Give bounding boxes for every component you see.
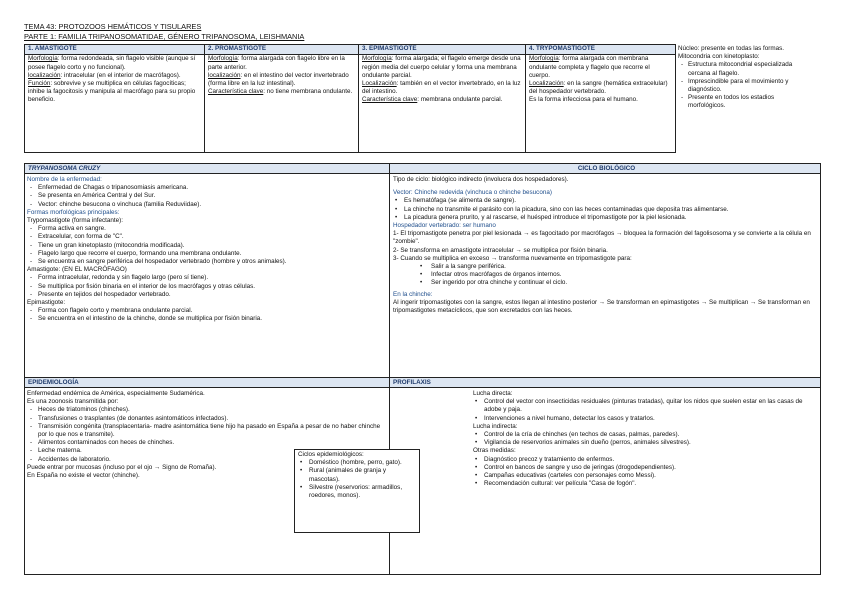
epimastigote-loc-label: Localización <box>362 80 397 88</box>
epimastigote-car-text: : membrana ondulante parcial. <box>417 96 503 104</box>
step3-item: • Infectar otros macrófagos de órganos internos. <box>393 271 817 279</box>
cruzy-header: TRYPANOSOMA CRUZY <box>25 164 389 173</box>
promastigote-cell <box>205 55 359 153</box>
vector-item: • Es hematófaga (se alimenta de sangre). <box>393 197 817 205</box>
otras-item: • Campañas educativas (carteles con personajes como Messi). <box>473 472 815 480</box>
amastigote-header: 1. AMASTIGOTE <box>25 45 205 55</box>
epimastigote-header: 3. EPIMASTIGOTE <box>359 45 526 55</box>
epidemio-item: - Alimentos contaminados con heces de chinches. <box>27 439 272 447</box>
cruzy-section <box>27 176 387 324</box>
divider-header2 <box>24 387 821 388</box>
page-title: TEMA 43: PROTOZOOS HEMÁTICOS Y TISULARES <box>24 22 202 31</box>
promastigote-morf-text: : forma alargada con flagelo libre en la parte anterior. <box>208 55 345 71</box>
epidemio-mucosas: Puede entrar por mucosas (incluso por el ojo → Signo de Romaña). <box>27 463 217 471</box>
promastigote-car-text: : no tiene membrana ondulante. <box>263 88 353 96</box>
nucleo-item: - Imprescindible para el movimiento y diagnóstico. <box>678 78 800 94</box>
step3-item: • Ser ingerido por otra chinche y continuar el ciclo. <box>393 279 817 287</box>
directa-item: • Intervenciones a nivel humano, detectar los casos y tratarlos. <box>473 415 815 423</box>
nucleo-item: - Estructura mitocondrial especializada cercana al flagelo. <box>678 61 800 77</box>
nucleo-line1: Núcleo: presente en todas las formas. <box>678 45 785 52</box>
promastigote-header: 2. PROMASTIGOTE <box>205 45 359 55</box>
profilaxis-header: PROFILAXIS <box>390 378 820 387</box>
trypo-title: Trypomastigote (forma infectante): <box>27 217 124 225</box>
amastigote-fun-text: : sobrevive y se multiplica en células fagocíticas; inhibe la fagocitosis y manipula al macrófago para su propio beneficio. <box>28 80 196 104</box>
epidemio-line2: Es una zoonosis transmitida por: <box>27 398 119 406</box>
promastigote-loc-text: : en el intestino del vector invertebrado (forma libre en la luz intestinal). <box>208 71 349 88</box>
ciclos-box <box>294 449 420 533</box>
indirecta-item: • Vigilancia de reservorios animales sin dueño (perros, animales silvestres). <box>473 439 815 447</box>
epidemio-item: - Transfusiones o trasplantes (de donantes asintomáticos infectados). <box>27 415 387 423</box>
enf-title: Nombre de la enfermedad: <box>27 176 102 183</box>
trypo-item: - Extracelular, con forma de "C". <box>27 233 387 241</box>
epidemio-line1: Enfermedad endémica de América, especialmente Sudamérica. <box>27 390 205 397</box>
chinche-text: Al ingerir tripomastigotes con la sangre, estos llegan al intestino posterior → Se transforman en epimastigotes → Se multiplican → Se transforman en tripomastigotes metacíclicos, que son excretados con las heces. <box>393 298 810 315</box>
ciclo-section <box>393 176 817 315</box>
epi-item: - Se encuentra en el intestino de la chinche, donde se multiplica por fisión binaria. <box>27 315 387 323</box>
epimastigote-cell <box>359 55 526 153</box>
trypomastigote-morf-text: : forma alargada con membrana ondulante completa y flagelo que recorre el cuerpo. <box>529 55 650 79</box>
ciclo-tipo: Tipo de ciclo: biológico indirecto (involucra dos hospedadores). <box>393 176 569 183</box>
amastigote-loc-label: localización <box>28 71 61 79</box>
nucleo-line2: Mitocondria con kinetoplasto: <box>678 53 760 61</box>
vector-title: Vector: Chinche redevida (vinchuca o chinche besucona) <box>393 189 552 197</box>
ciclos-item: • Doméstico (hombre, perro, gato). <box>298 459 416 467</box>
ama-item: - Presente en tejidos del hospedador vertebrado. <box>27 291 387 299</box>
nucleo-note <box>678 45 800 111</box>
amastigote-morf-text: : forma redondeada, sin flagelo visible (aunque sí posee flagelo corto y no funcional). <box>28 55 196 71</box>
indirecta-title: Lucha indirecta: <box>473 422 518 430</box>
epidemio-item: - Accidentes de laboratorio. <box>27 456 272 464</box>
epimastigote-car-label: Característica clave <box>362 96 418 104</box>
epidemio-item: - Transmisión congénita (transplacentaria- madre asintomática tiene hijo ha pasado en España a pesar de no haber chinche por lo que nos e transmite). <box>27 423 387 439</box>
otras-item: • Recomendación cultural: ver película "Casa de fogón". <box>473 480 815 488</box>
amastigote-fun-label: Función <box>28 80 51 88</box>
trypo-item: - Flagelo largo que recorre el cuerpo, formando una membrana ondulante. <box>27 250 387 258</box>
vector-item: • La chinche no transmite el parásito con la picadura, sino con las heces contaminadas que deposita tras alimentarse. <box>393 206 817 214</box>
amastigote-morf-label: Morfología <box>28 55 58 63</box>
profilaxis-section <box>473 390 815 488</box>
trypo-item: - Se encuentra en sangre periférica del hospedador vertebrado (hombre y otros animales). <box>27 258 387 266</box>
enf-item: - Vector: chinche besucona o vinchuca (familia Reduviidae). <box>27 201 387 209</box>
formas-title: Formas morfológicas principales: <box>27 208 120 216</box>
epidemio-header: EPIDEMIOLOGÍA <box>25 378 389 387</box>
otras-item: • Control en bancos de sangre y uso de jeringas (drogodependientes). <box>473 464 815 472</box>
chinche-title: En la chinche: <box>393 290 433 298</box>
indirecta-item: • Control de la cría de chinches (en techos de casas, palmas, paredes). <box>473 431 815 439</box>
enf-item: - Enfermedad de Chagas o tripanosomiasis americana. <box>27 184 387 192</box>
trypomastigote-loc-label: Localización <box>529 80 564 88</box>
trypomastigote-extra: Es la forma infecciosa para el humano. <box>529 96 638 104</box>
hosp-title: Hospedador vertebrado: ser humano <box>393 222 496 230</box>
step3-item: • Salir a la sangre periférica. <box>393 263 817 271</box>
epidemio-item: - Leche materna. <box>27 447 272 455</box>
ciclos-title: Ciclos epidemiológicos: <box>298 451 364 458</box>
epidemio-item: - Heces de triatominos (chinches). <box>27 406 387 414</box>
epimastigote-morf-text: : forma alargada; el flagelo emerge desde una región media del cuerpo celular y forma una membrana ondulante parcial. <box>362 55 521 79</box>
otras-title: Otras medidas: <box>473 447 516 455</box>
trypo-item: - Tiene un gran kinetoplasto (mitocondria modificada). <box>27 242 387 250</box>
ciclos-item: • Silvestre (reservorios: armadillos, roedores, monos). <box>298 484 416 500</box>
divider-header <box>24 173 821 174</box>
trypo-item: - Forma activa en sangre. <box>27 225 387 233</box>
ama-item: - Forma intracelular, redonda y sin flagelo largo (pero sí tiene). <box>27 274 387 282</box>
directa-item: • Control del vector con insecticidas residuales (pinturas tratadas), quitar los nidos que suelen estar en las casas de adobe y paja. <box>473 398 815 414</box>
forms-table <box>24 44 676 153</box>
amastigote-cell <box>25 55 205 153</box>
epi-item: - Forma con flagelo corto y membrana ondulante parcial. <box>27 307 387 315</box>
epi-title: Epimastigote: <box>27 299 66 307</box>
trypomastigote-morf-label: Morfología <box>529 55 559 63</box>
page-subtitle: PARTE 1: FAMILIA TRIPANOSOMATIDAE, GÉNERO TRIPANOSOMA, LEISHMANIA <box>24 32 305 41</box>
ciclos-item: • Rural (animales de granja y mascotas). <box>298 467 416 483</box>
ciclo-header: CICLO BIOLÓGICO <box>390 164 820 173</box>
epimastigote-loc-text: : también en el vector invertebrado, en la luz del intestino. <box>362 80 521 96</box>
vector-item: • La picadura genera prurito, y al rascarse, el huésped introduce el tripomastigote por la piel lesionada. <box>393 214 817 222</box>
ciclo-step-3: 3- Cuando se multiplica en exceso → transforma nuevamente en tripomastigote para: <box>393 254 632 262</box>
ama-title: Amastigote: (EN EL MACRÓFAGO) <box>27 266 127 274</box>
promastigote-loc-label: localización <box>208 71 241 79</box>
trypomastigote-loc-text: : en la sangre (hemática extracelular) del hospedador vertebrado. <box>529 80 668 96</box>
epimastigote-morf-label: Morfología <box>362 55 392 63</box>
enf-item: - Se presenta en América Central y del Sur. <box>27 192 387 200</box>
directa-title: Lucha directa: <box>473 390 513 397</box>
promastigote-morf-label: Morfología <box>208 55 238 63</box>
trypomastigote-header: 4. TRYPOMASTIGOTE <box>526 45 676 55</box>
otras-item: • Diagnóstico precoz y tratamiento de enfermos. <box>473 456 815 464</box>
amastigote-loc-text: : intracelular (en el interior de macrófagos). <box>60 71 181 79</box>
promastigote-car-label: Característica clave <box>208 88 264 96</box>
epidemio-espana: En España no existe el vector (chinche). <box>27 472 140 480</box>
nucleo-item: - Presente en todos los estadios morfológicos. <box>678 94 800 110</box>
trypomastigote-cell <box>526 55 676 153</box>
ciclo-step-2: 2- Se transforma en amastigote intracelular → se multiplica por fisión binaria. <box>393 246 608 254</box>
ciclo-step-1: 1- El tripomastigote penetra por piel lesionada → es fagocitado por macrófagos → bloquea la formación del fagolisosoma y se convierte a la célula en "zombie". <box>393 230 811 246</box>
ama-item: - Se multiplica por fisión binaria en el interior de los macrófagos y otras células. <box>27 283 387 291</box>
